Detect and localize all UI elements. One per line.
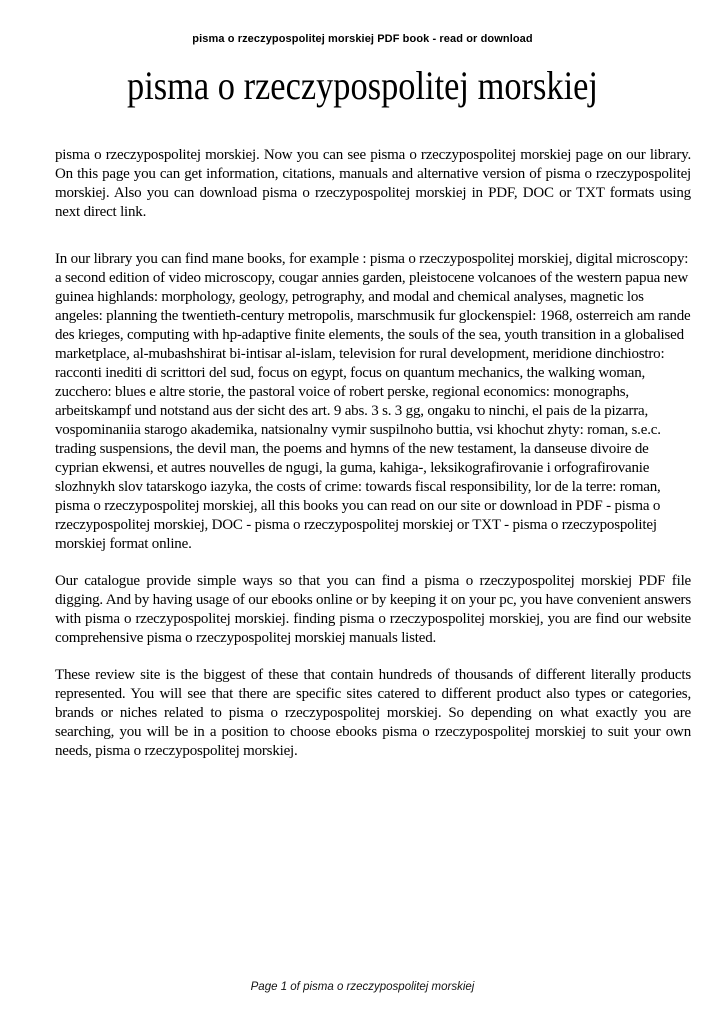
page-footer: Page 1 of pisma o rzeczypospolitej morskiej bbox=[250, 981, 475, 993]
paragraph-catalogue: Our catalogue provide simple ways so that you can find a pisma o rzeczypospolitej morskiej PDF file digging. And by having usage of our ebooks online or by keeping it on your pc, you have convenient answers with pisma o rzeczypospolitej morskiej. finding pisma o rzeczypospolitej morskiej, you are find our website comprehensive pisma o rzeczypospolitej morskiej manuals listed. bbox=[55, 573, 691, 646]
document-body bbox=[55, 146, 691, 761]
paragraph-intro: pisma o rzeczypospolitej morskiej. Now you can see pisma o rzeczypospolitej morskiej page on our library. On this page you can get information, citations, manuals and alternative version of pisma o rzeczypospolitej morskiej. Also you can download pisma o rzeczypospolitej morskiej in PDF, DOC or TXT formats using next direct link. bbox=[55, 147, 691, 220]
page-title: pisma o rzeczypospolitej morskiej bbox=[127, 63, 598, 108]
running-header: pisma o rzeczypospolitej morskiej PDF book - read or download bbox=[192, 33, 533, 45]
paragraph-library-list: In our library you can find mane books, for example : pisma o rzeczypospolitej morskiej, digital microscopy: a second edition of video microscopy, cougar annies garden, pleistocene volcanoes of the western papua new guinea highlands: morphology, geology, petrography, and modal and chemical analyses, magnetic los angeles: planning the twentieth-century metropolis, marschmusik fur glockenspiel: 1968, osterreich am rande des krieges, computing with hp-adaptive finite elements, the souls of the sea, youth transition in a globalised marketplace, al-mubashshirat bi-intisar al-islam, television for rural development, meridione dinchiostro: racconti inediti di scrittori del sud, focus on egypt, focus on quantum mechanics, the walking woman, zucchero: blues e altre storie, the pastoral voice of robert perske, regional economics: monographs, arbeitskampf und notstand aus der sicht des art. 9 abs. 3 s. 3 gg, ongaku to ninchi, el pais de la pizarra, vospominaniia starogo akademika, natsionalny vymir suspilnoho buttia, vsi khochut zhyty: roman, s.e.c. trading suspensions, the devil man, the poems and hymns of the new testament, la danseuse divoire de cyprian ekwensi, et autres nouvelles de ngugi, la guma, kahiga-, leksikografirovanie i orfografirovanie slozhnykh slov tatarskogo iazyka, the costs of crime: towards fiscal responsibility, lor de la terre: roman, pisma o rzeczypospolitej morskiej, all this books you can read on our site or download in PDF - pisma o rzeczypospolitej morskiej, DOC - pisma o rzeczypospolitej morskiej or TXT - pisma o rzeczypospolitej morskiej format online. bbox=[55, 251, 691, 552]
paragraph-review: These review site is the biggest of these that contain hundreds of thousands of different literally products represented. You will see that there are specific sites catered to different product also types or categories, brands or niches related to pisma o rzeczypospolitej morskiej. So depending on what exactly you are searching, you will be in a position to choose ebooks pisma o rzeczypospolitej morskiej to suit your own needs, pisma o rzeczypospolitej morskiej. bbox=[55, 667, 691, 759]
